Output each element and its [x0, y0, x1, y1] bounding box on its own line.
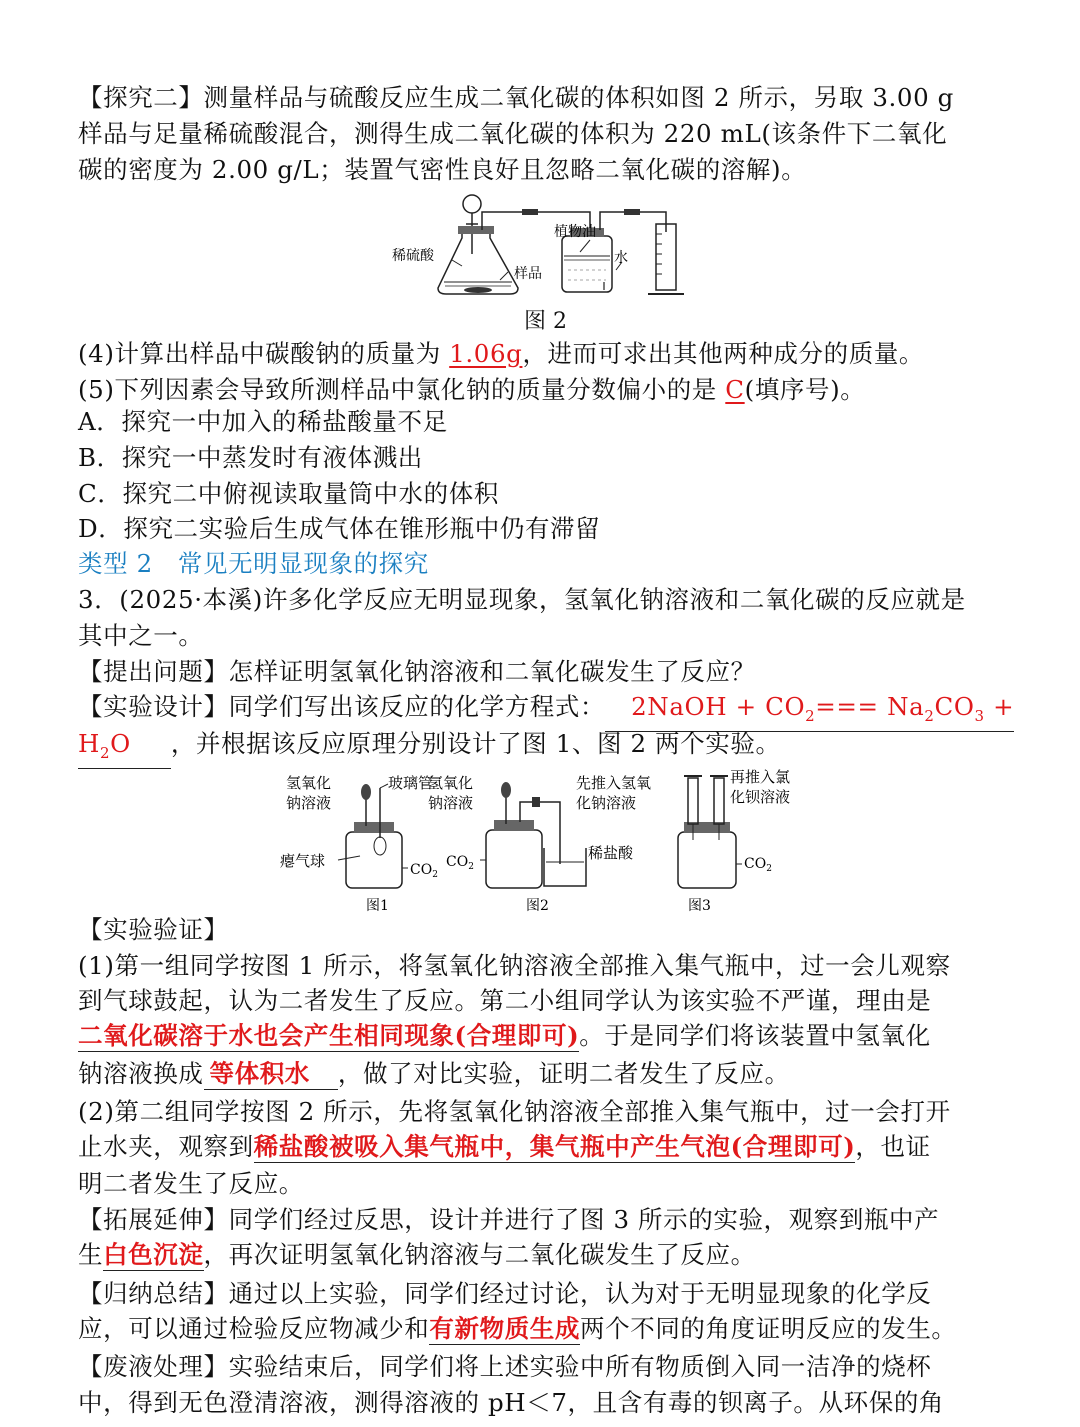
label-sample: 样品	[514, 266, 542, 282]
label-naoh-fig2-2: 钠溶液	[428, 794, 474, 812]
caption-fig2: 图2	[526, 898, 549, 914]
label-naoh: 氢氧化	[286, 774, 332, 792]
paragraph-line: 【归纳总结】通过以上实验，同学们经过讨论，认为对于无明显现象的化学反	[78, 1279, 932, 1308]
answer-replace: 等体积水	[204, 1059, 338, 1090]
option-d: D．探究二实验后生成气体在锥形瓶中仍有滞留	[78, 514, 601, 543]
paragraph-line: (2)第二组同学按图 2 所示，先将氢氧化钠溶液全部推入集气瓶中，过一会打开	[78, 1097, 951, 1126]
question-5: (5)下列因素会导致所测样品中氯化钠的质量分数偏小的是 C(填序号)。	[78, 375, 866, 404]
paragraph-line: 明二者发生了反应。	[78, 1169, 304, 1198]
apparatus-figure-top	[390, 190, 700, 302]
section-heading-verify: 【实验验证】	[78, 915, 229, 944]
label-co2-1: $CO_2$	[410, 862, 438, 880]
question-4: (4)计算出样品中碳酸钠的质量为 1.06g，进而可求出其他两种成分的质量。	[78, 339, 925, 368]
label-then-push-2: 化钡溶液	[730, 788, 791, 806]
option-a: A．探究一中加入的稀盐酸量不足	[78, 407, 448, 436]
paragraph-line: (1)第一组同学按图 1 所示，将氢氧化钠溶液全部推入集气瓶中，过一会儿观察	[78, 951, 951, 980]
label-naoh-fig2: 氢氧化	[428, 774, 474, 792]
paragraph-line: 二氧化碳溶于水也会产生相同现象(合理即可)。于是同学们将该装置中氢氧化	[78, 1021, 931, 1050]
paragraph-line: 【废液处理】实验结束后，同学们将上述实验中所有物质倒入同一洁净的烧杯	[78, 1352, 932, 1381]
paragraph-line: 中，得到无色澄清溶液，测得溶液的 pH＜7，且含有毒的钡离子。从环保的角	[78, 1388, 945, 1417]
answer-equation-cont: $H_2O$	[78, 729, 171, 769]
answer-new-substance: 有新物质生成	[429, 1314, 581, 1343]
answer-reason: 二氧化碳溶于水也会产生相同现象(合理即可)	[78, 1021, 580, 1050]
paragraph-line: 到气球鼓起，认为二者发生了反应。第二小组同学认为该实验不严谨，理由是	[78, 986, 932, 1015]
label-co2-3: $CO_2$	[744, 856, 772, 874]
label-first-push: 先推入氢氧	[576, 774, 652, 792]
label-vegetable-oil: 植物油	[554, 224, 596, 240]
label-first-push-2: 化钠溶液	[576, 794, 637, 812]
section-heading: 类型 2 常见无明显现象的探究	[78, 549, 429, 578]
paragraph-line: 【提出问题】怎样证明氢氧化钠溶液和二氧化碳发生了反应？	[78, 657, 756, 686]
label-co2-2: $CO_2$	[446, 854, 474, 872]
paragraph-line: 止水夹，观察到稀盐酸被吸入集气瓶中，集气瓶中产生气泡(合理即可)，也证	[78, 1132, 931, 1161]
label-dilute-hcl: 稀盐酸	[588, 844, 634, 862]
label-glass-tube: 玻璃管	[388, 774, 434, 792]
paragraph-line: 生白色沉淀，再次证明氢氧化钠溶液与二氧化碳发生了反应。	[78, 1240, 756, 1269]
paragraph-line: 【探究二】测量样品与硫酸反应生成二氧化碳的体积如图 2 所示，另取 3.00 g	[78, 83, 954, 112]
label-naoh-2: 钠溶液	[286, 794, 332, 812]
option-c: C．探究二中俯视读取量筒中水的体积	[78, 479, 499, 508]
answer-precipitate: 白色沉淀	[103, 1240, 204, 1269]
label-water: 水	[614, 250, 628, 266]
paragraph-line: 应，可以通过检验反应物减少和有新物质生成两个不同的角度证明反应的发生。	[78, 1314, 957, 1343]
figure-caption: 图 2	[524, 309, 567, 334]
paragraph-line: 样品与足量稀硫酸混合，测得生成二氧化碳的体积为 220 mL(该条件下二氧化	[78, 119, 948, 148]
label-balloon: 瘪气球	[280, 852, 326, 870]
caption-fig1: 图1	[366, 898, 389, 914]
answer-observation: 稀盐酸被吸入集气瓶中，集气瓶中产生气泡(合理即可)	[253, 1132, 856, 1161]
paragraph-line: 碳的密度为 2.00 g/L；装置气密性良好且忽略二氧化碳的溶解)。	[78, 155, 807, 184]
apparatus-figure-mid	[280, 768, 810, 914]
label-dilute-sulfuric-acid: 稀硫酸	[392, 248, 434, 264]
design-line-2: $H_2O$ ，并根据该反应原理分别设计了图 1、图 2 两个实验。	[78, 726, 1006, 769]
answer-q5: C	[725, 375, 745, 404]
paragraph-line: 3．(2025·本溪)许多化学反应无明显现象，氢氧化钠溶液和二氧化碳的反应就是	[78, 585, 966, 614]
design-line: 【实验设计】同学们写出该反应的化学方程式： 2NaOH + $CO_2=== Na_2CO_3$ +	[78, 689, 1006, 732]
paragraph-line: 钠溶液换成 等体积水 ，做了对比实验，证明二者发生了反应。	[78, 1059, 790, 1088]
answer-equation: 2NaOH + $CO_2=== Na_2CO_3$ +	[605, 692, 1014, 732]
label-then-push: 再推入氯	[730, 768, 791, 786]
answer-q4: 1.06g	[449, 339, 523, 368]
option-b: B．探究一中蒸发时有液体溅出	[78, 443, 423, 472]
paragraph-line: 【拓展延伸】同学们经过反思，设计并进行了图 3 所示的实验，观察到瓶中产	[78, 1205, 940, 1234]
caption-fig3: 图3	[688, 898, 711, 914]
paragraph-line: 其中之一。	[78, 621, 204, 650]
